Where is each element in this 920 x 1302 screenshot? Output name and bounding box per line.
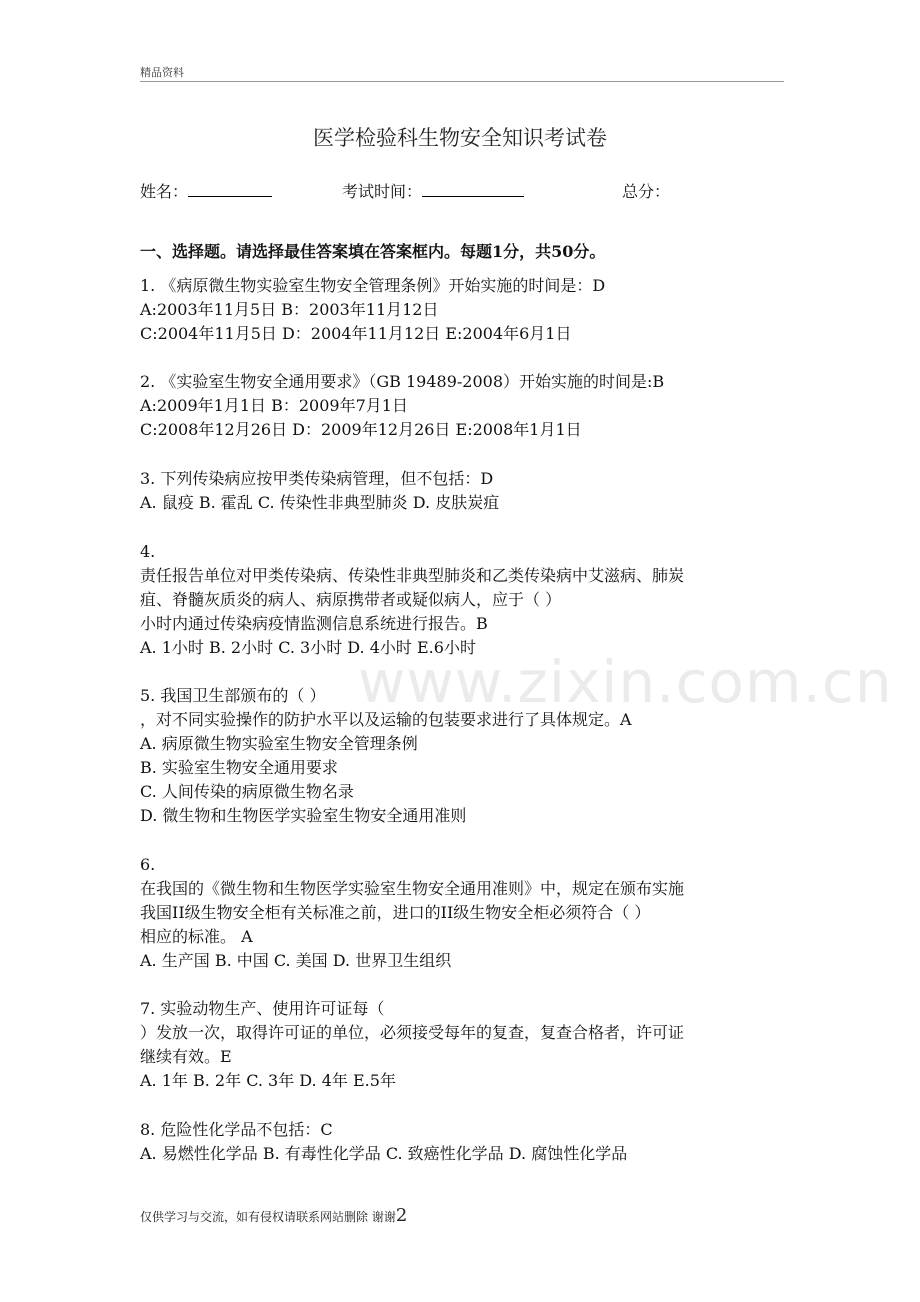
question-line: 8. 危险性化学品不包括：C [140, 1120, 333, 1139]
question-line: 1. 《病原微生物实验室生物安全管理条例》开始实施的时间是：D [140, 276, 606, 295]
section-heading: 一、选择题。请选择最佳答案填在答案框内。每题1分，共50分。 [140, 242, 606, 261]
question-7 [140, 997, 780, 1093]
question-line: A. 生产国 B. 中国 C. 美国 D. 世界卫生组织 [140, 951, 452, 970]
question-line: D. 微生物和生物医学实验室生物安全通用准则 [140, 806, 467, 825]
question-line: A. 鼠疫 B. 霍乱 C. 传染性非典型肺炎 D. 皮肤炭疽 [140, 493, 500, 512]
question-4 [140, 540, 780, 660]
question-line: 5. 我国卫生部颁布的（ ） [140, 686, 326, 705]
question-3 [140, 467, 780, 515]
score-label: 总分： [622, 182, 671, 201]
header-label: 精品资料 [140, 66, 184, 79]
question-line: 相应的标准。 A [140, 927, 253, 946]
time-label: 考试时间： [342, 182, 423, 201]
question-line: 6. [140, 855, 156, 874]
question-line: C:2008年12月26日 D：2009年12月26日 E:2008年1月1日 [140, 420, 582, 439]
question-line: A. 病原微生物实验室生物安全管理条例 [140, 734, 418, 753]
question-line: C. 人间传染的病原微生物名录 [140, 782, 354, 801]
question-line: 责任报告单位对甲类传染病、传染性非典型肺炎和乙类传染病中艾滋病、肺炭 [140, 566, 685, 585]
question-2 [140, 370, 780, 442]
header-rule [140, 81, 784, 82]
question-line: A. 易燃性化学品 B. 有毒性化学品 C. 致癌性化学品 D. 腐蚀性化学品 [140, 1144, 628, 1163]
question-line: 4. [140, 542, 156, 561]
question-line: B. 实验室生物安全通用要求 [140, 758, 338, 777]
question-line: 2. 《实验室生物安全通用要求》（GB 19489-2008）开始实施的时间是:B [140, 372, 665, 391]
question-line: A. 1年 B. 2年 C. 3年 D. 4年 E.5年 [140, 1071, 396, 1090]
question-8 [140, 1118, 780, 1166]
question-1 [140, 274, 780, 346]
question-line: 继续有效。E [140, 1047, 232, 1066]
page-title: 医学检验科生物安全知识考试卷 [313, 126, 607, 150]
time-field [342, 179, 524, 202]
question-line: A:2009年1月1日 B：2009年7月1日 [140, 396, 408, 415]
score-field [622, 179, 670, 202]
question-line: 我国II级生物安全柜有关标准之前，进口的II级生物安全柜必须符合（ ） [140, 903, 651, 922]
question-line: 7. 实验动物生产、使用许可证每（ [140, 999, 385, 1018]
question-line: A:2003年11月5日 B：2003年11月12日 [140, 300, 439, 319]
page-number: 2 [395, 1205, 408, 1226]
question-line: ，对不同实验操作的防护水平以及运输的包装要求进行了具体规定。A [140, 710, 632, 729]
question-6 [140, 853, 780, 973]
question-line: 疽、脊髓灰质炎的病人、病原携带者或疑似病人，应于（ ） [140, 590, 562, 609]
footer-text: 仅供学习与交流，如有侵权请联系网站删除 谢谢 [140, 1210, 396, 1224]
question-line: 3. 下列传染病应按甲类传染病管理，但不包括：D [140, 469, 494, 488]
question-line: 小时内通过传染病疫情监测信息系统进行报告。B [140, 614, 488, 633]
name-blank [188, 180, 272, 197]
time-blank [422, 180, 524, 197]
question-line: ）发放一次，取得许可证的单位，必须接受每年的复查，复查合格者，许可证 [140, 1023, 685, 1042]
question-line: C:2004年11月5日 D：2004年11月12日 E:2004年6月1日 [140, 324, 572, 343]
footer [140, 1205, 407, 1226]
name-field [140, 179, 272, 202]
question-line: A. 1小时 B. 2小时 C. 3小时 D. 4小时 E.6小时 [140, 638, 476, 657]
watermark: www.zixin.com.cn [358, 648, 893, 716]
question-line: 在我国的《微生物和生物医学实验室生物安全通用准则》中，规定在颁布实施 [140, 879, 685, 898]
name-label: 姓名： [140, 182, 189, 201]
